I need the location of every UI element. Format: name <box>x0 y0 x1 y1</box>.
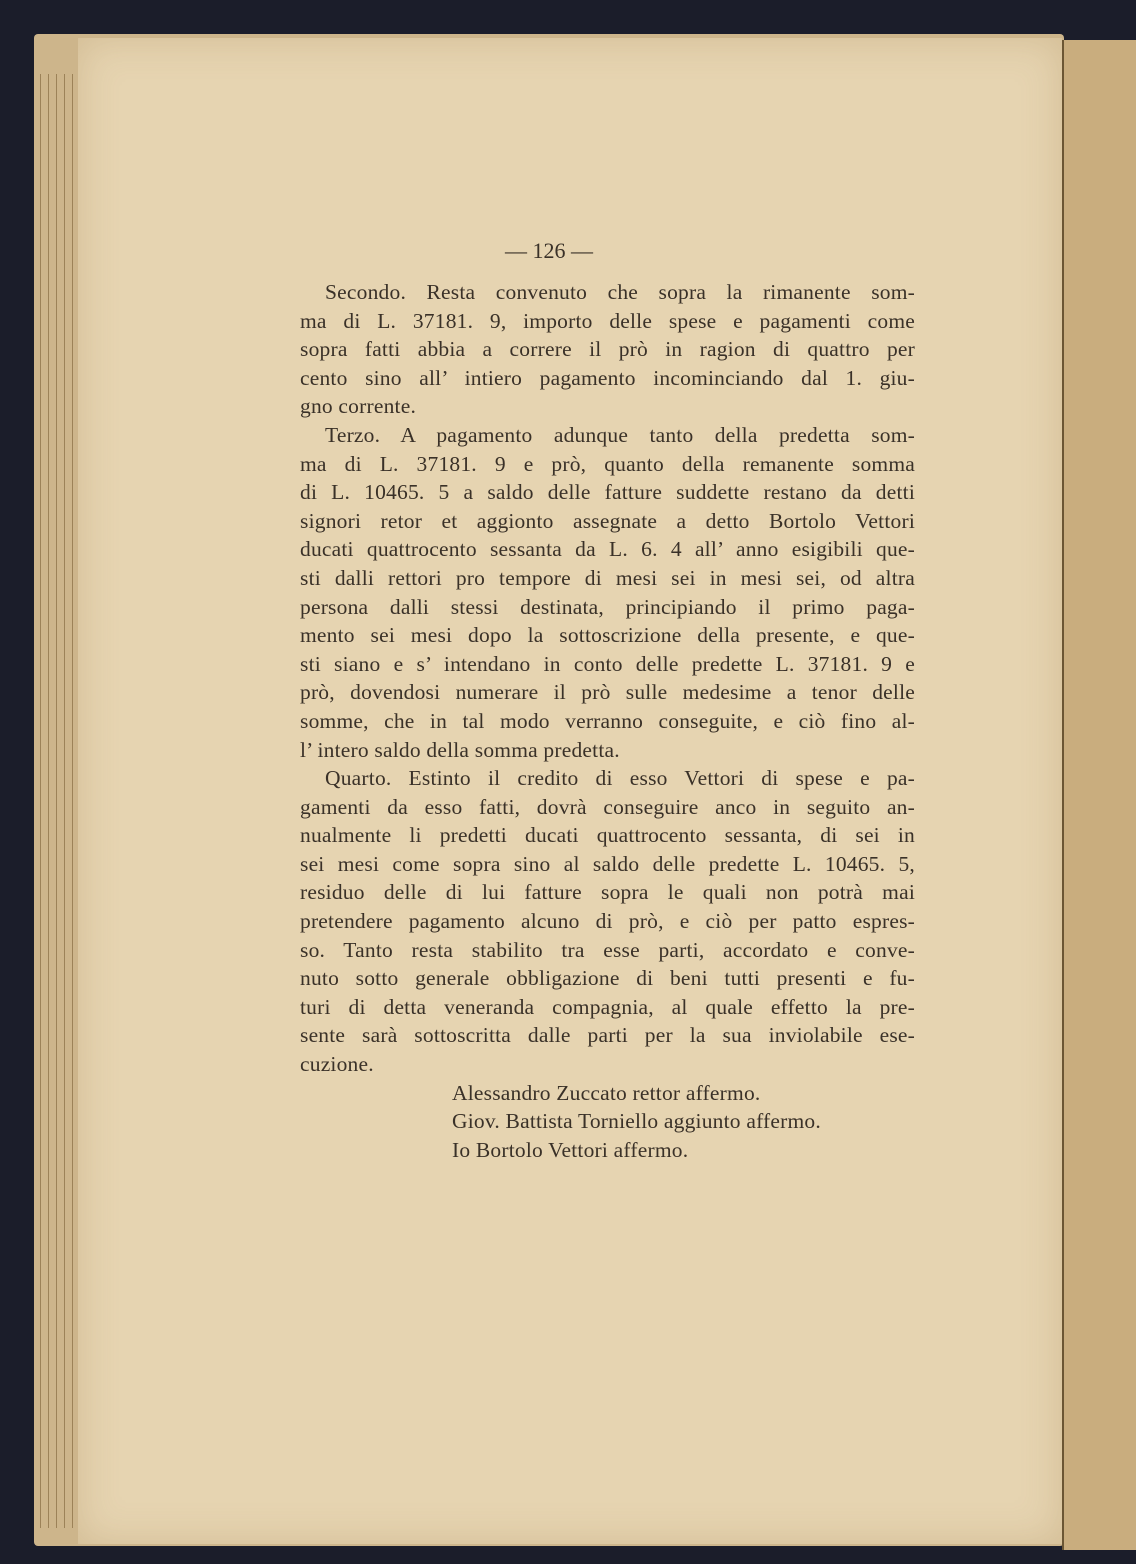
facing-page-edge <box>1062 40 1136 1550</box>
text-line: signori retor et aggionto assegnate a detto Bortolo Vettori <box>300 508 915 533</box>
text-line: Quarto. Estinto il credito di esso Vettori di spese e pa- <box>325 766 915 791</box>
text-line: Terzo. A pagamento adunque tanto della predetta som- <box>325 422 915 447</box>
page-edge <box>72 74 73 1528</box>
text-line: residuo delle di lui fatture sopra le quali non potrà mai <box>300 880 915 905</box>
paragraph <box>300 278 915 421</box>
text-line: cento sino all’ intiero pagamento incominciando dal 1. giu- <box>300 365 915 390</box>
text-line: sente sarà sottoscritta dalle parti per la sua inviolabile ese- <box>300 1023 915 1048</box>
text-line: sti siano e s’ intendano in conto delle predette L. 37181. 9 e <box>300 651 915 676</box>
text-line: cuzione. <box>300 1052 374 1077</box>
text-line: nualmente li predetti ducati quattrocento sessanta, di sei in <box>300 823 915 848</box>
signature-line: Giov. Battista Torniello aggiunto affermo. <box>452 1109 821 1134</box>
text-line: sei mesi come sopra sino al saldo delle predette L. 10465. 5, <box>300 851 915 876</box>
text-line: gamenti da esso fatti, dovrà conseguire anco in seguito an- <box>300 794 915 819</box>
text-line: ducati quattrocento sessanta da L. 6. 4 all’ anno esigibili que- <box>300 537 915 562</box>
page-edge <box>48 74 49 1528</box>
text-line: so. Tanto resta stabilito tra esse parti, accordato e conve- <box>300 937 915 962</box>
signature-line: Io Bortolo Vettori affermo. <box>452 1137 689 1162</box>
text-line: ma di L. 37181. 9 e prò, quanto della remanente somma <box>300 451 915 476</box>
text-line: gno corrente. <box>300 394 417 419</box>
text-line: ma di L. 37181. 9, importo delle spese e pagamenti come <box>300 308 915 333</box>
paragraph <box>300 421 915 764</box>
signature-block <box>300 1079 915 1165</box>
text-line: pretendere pagamento alcuno di prò, e ciò per patto espres- <box>300 909 915 934</box>
paragraph <box>300 764 915 1079</box>
page-edge <box>56 74 57 1528</box>
signature-line: Alessandro Zuccato rettor affermo. <box>452 1080 761 1105</box>
page-body <box>300 278 915 1164</box>
book-page <box>78 38 1062 1544</box>
text-line: persona dalli stessi destinata, principiando il primo paga- <box>300 594 915 619</box>
text-line: sopra fatti abbia a correre il prò in ragion di quattro per <box>300 337 915 362</box>
text-line: somme, che in tal modo verranno conseguite, e ciò fino al- <box>300 708 915 733</box>
text-line: mento sei mesi dopo la sottoscrizione della presente, e que- <box>300 623 915 648</box>
text-line: Secondo. Resta convenuto che sopra la rimanente som- <box>325 280 915 304</box>
page-edge <box>40 74 41 1528</box>
text-line: prò, dovendosi numerare il prò sulle medesime a tenor delle <box>300 680 915 705</box>
page-edge <box>64 74 65 1528</box>
text-line: l’ intero saldo della somma predetta. <box>300 737 620 762</box>
text-line: sti dalli rettori pro tempore di mesi sei in mesi sei, od altra <box>300 565 915 590</box>
page-number-text: — 126 — <box>505 238 593 263</box>
page-number <box>78 238 1062 264</box>
text-line: turi di detta veneranda compagnia, al quale effetto la pre- <box>300 994 915 1019</box>
text-line: di L. 10465. 5 a saldo delle fatture suddette restano da detti <box>300 480 915 505</box>
text-line: nuto sotto generale obbligazione di beni tutti presenti e fu- <box>300 966 915 991</box>
